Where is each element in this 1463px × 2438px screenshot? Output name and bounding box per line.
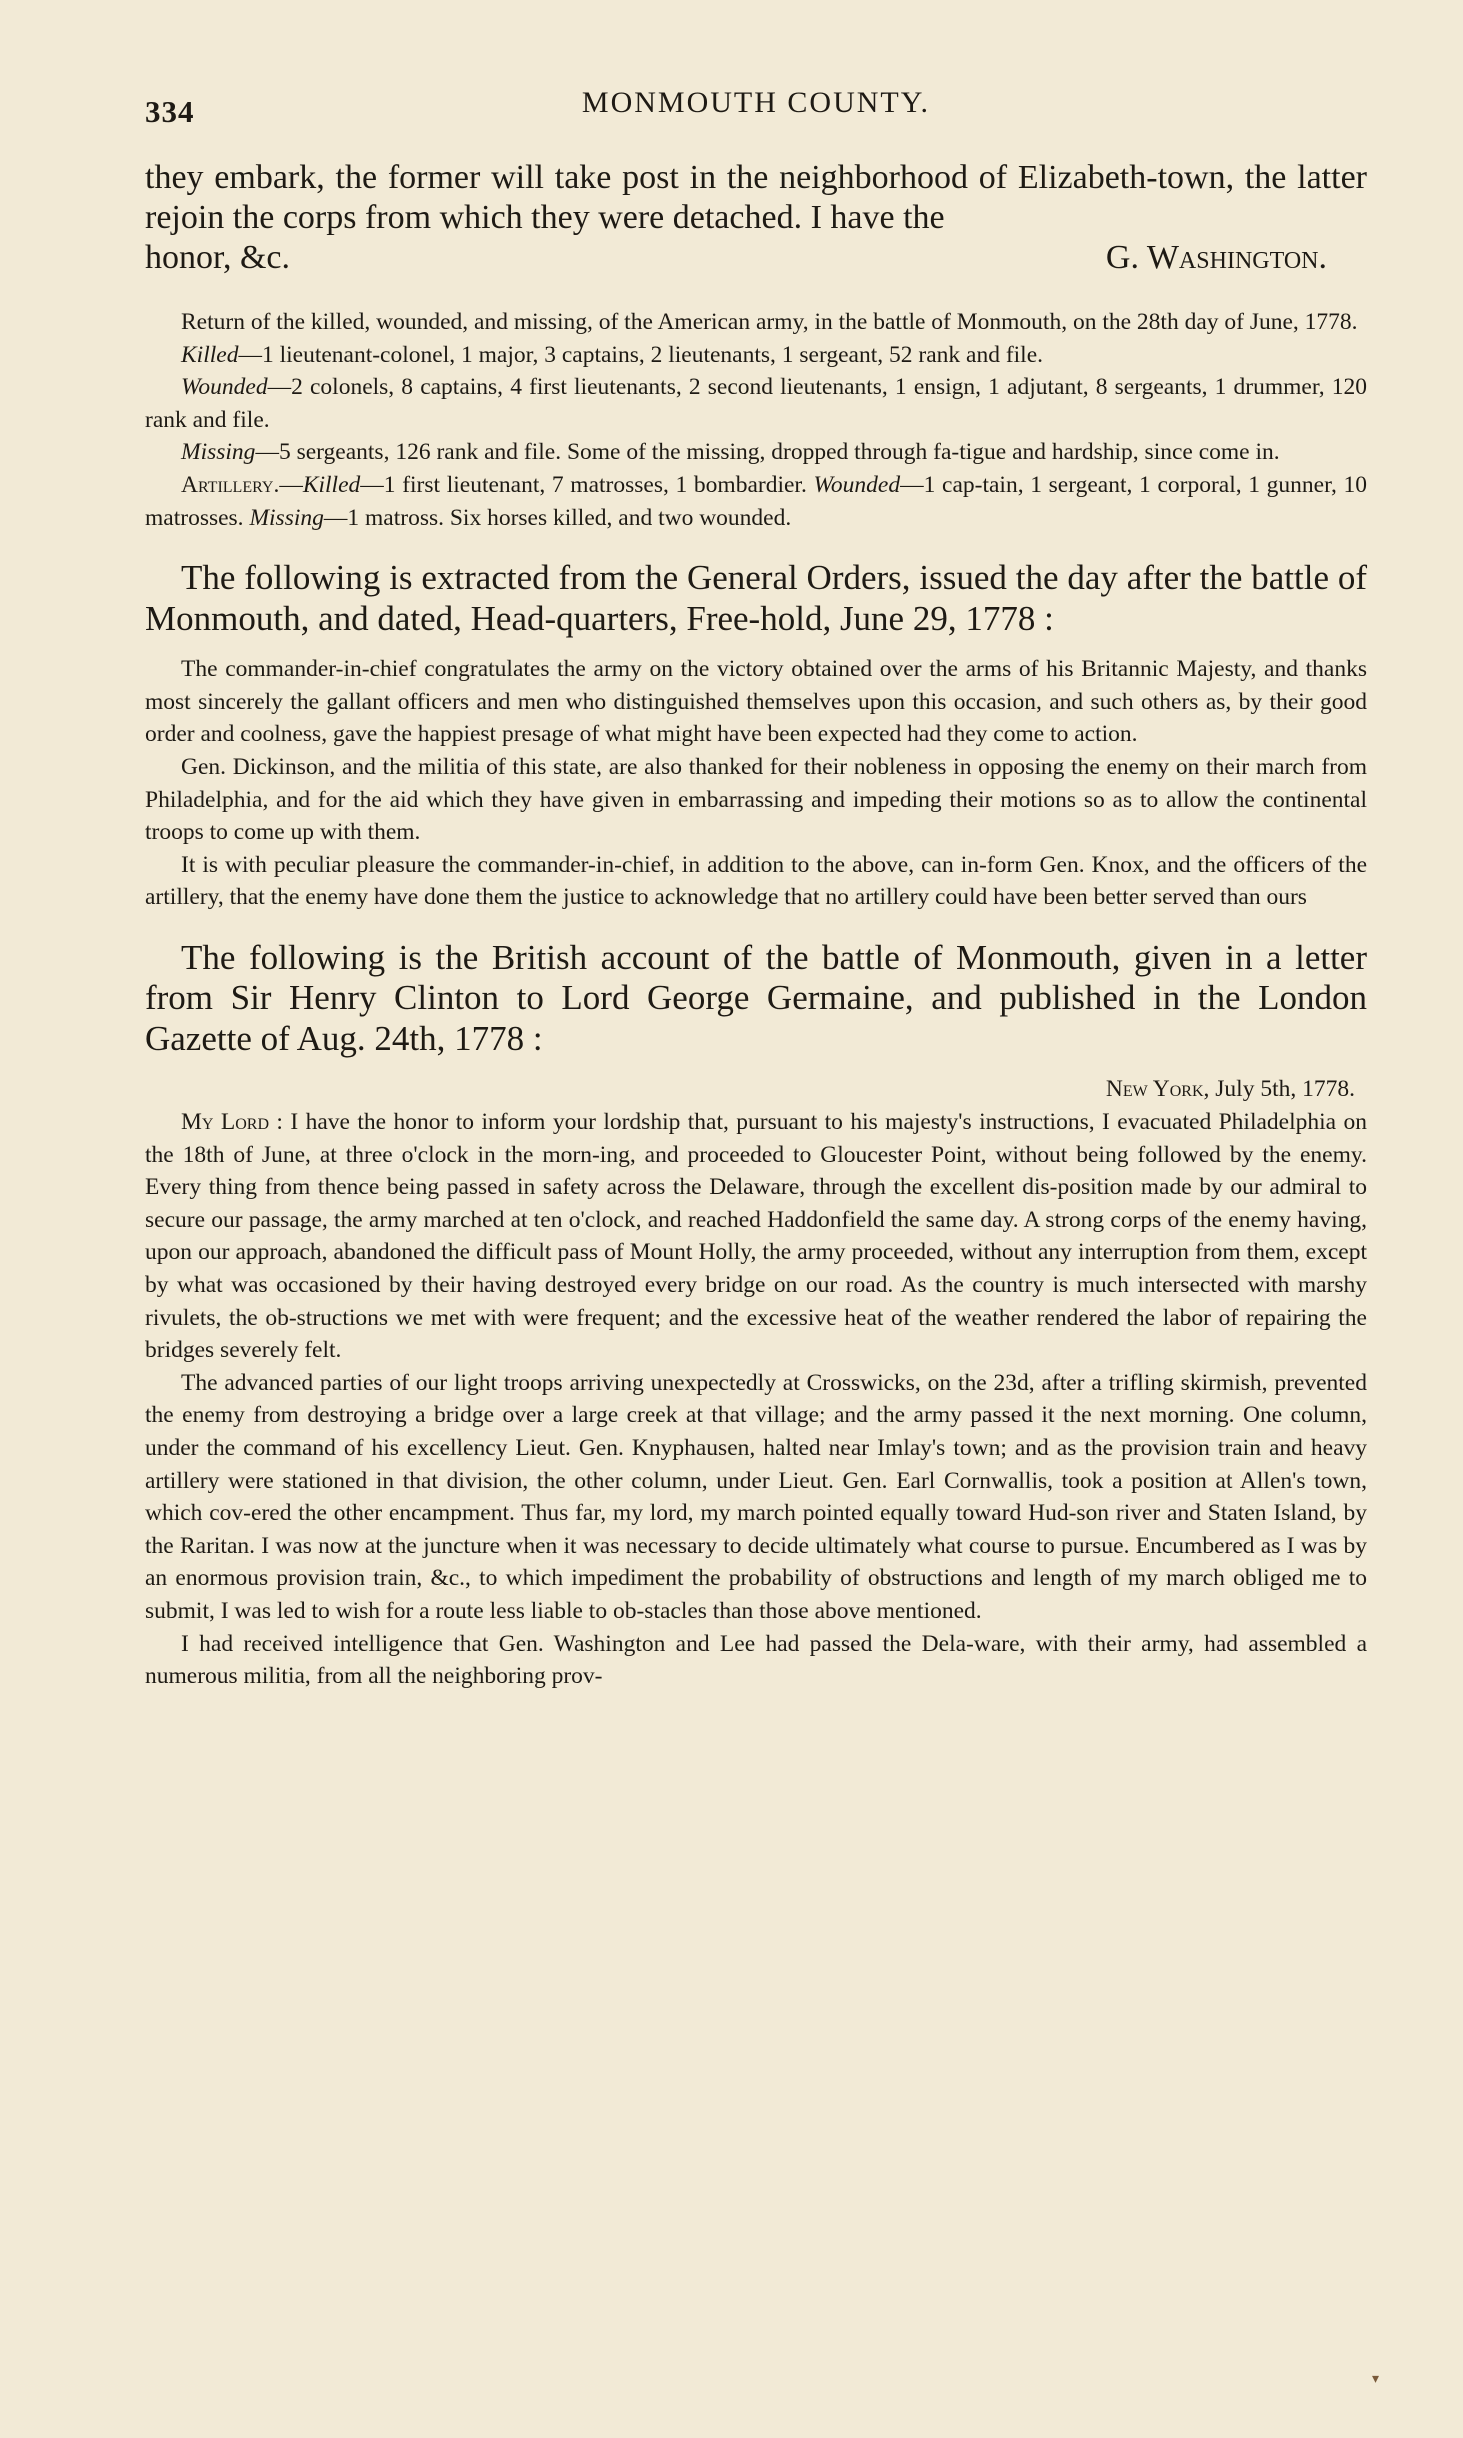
signature: G. Washington. (1105, 239, 1327, 276)
killed-label: Killed (181, 341, 239, 368)
letter-paragraph: I had received intelligence that Gen. Washington and Lee had passed the Dela-ware, with their army, had assembled a numerous militia, from all the neighboring prov- (145, 1630, 1367, 1690)
artillery-killed-label: Killed (302, 471, 361, 498)
wounded-label: Wounded (181, 374, 268, 401)
letter-salutation: My Lord : (181, 1109, 283, 1135)
opening-closing: honor, &c. (145, 239, 290, 276)
general-orders-paragraph: The commander-in-chief congratulates the army on the victory obtained over the arms of his Britannic Majesty, and thanks most sincerely the gallant officers and men who distinguished themselves upon this occasion, and such others as, by their good order and coolness, gave the happiest presage of what might have been expected had they come to action. (145, 656, 1367, 748)
return-artillery: Artillery.—Killed—1 first lieutenant, 7 matrosses, 1 bombardier. Wounded—1 cap-tain, 1 sergeant, 1 corporal, 1 gunner, 10 matrosses. Missing—1 matross. Six horses killed, and two wounded. (145, 471, 1368, 531)
letter-paragraph: The advanced parties of our light troops arriving unexpectedly at Crosswicks, on the 23d, after a trifling skirmish, prevented the enemy from destroying a bridge over a large creek at that village; and the army passed it the next morning. One column, under the command of his excellency Lieut. Gen. Knyphausen, halted near Imlay's town; and as the provision train and heavy artillery were stationed in that division, the other column, under Lieut. Gen. Earl Cornwallis, took a position at Allen's town, which cov-ered the other encampment. Thus far, my lord, my march pointed equally toward Hud-son river and Staten Island, by the Raritan. I was now at the juncture when it was necessary to decide ultimately what course to pursue. Encumbered as I was by an enormous provision train, &c., to which impediment the probability of obstructions and length of my march obliged me to submit, I was led to wish for a route less liable to ob-stacles than those above mentioned. (145, 1369, 1367, 1624)
return-missing (145, 436, 1367, 469)
page (145, 80, 1367, 1693)
letter-dateline (145, 1073, 1355, 1106)
general-orders-section (145, 558, 1367, 914)
dateline-place: New York, (1105, 1076, 1210, 1103)
wounded-text: —2 colonels, 8 captains, 4 first lieutenants, 2 second lieutenants, 1 ensign, 1 adjutant, 8 sergeants, 1 drummer, 120 rank and file. (145, 374, 1367, 433)
artillery-missing-label: Missing (249, 504, 324, 531)
artillery-missing-text: —1 matross. Six horses killed, and two wounded. (323, 504, 792, 531)
margin-mark: ▾ (1372, 2372, 1380, 2387)
missing-label: Missing (181, 439, 256, 466)
running-head: MONMOUTH COUNTY. (581, 86, 931, 119)
missing-text: —5 sergeants, 126 rank and file. Some of the missing, dropped through fa-tigue and hardship, since come in. (255, 439, 1280, 466)
opening-signature-line (145, 238, 1367, 278)
return-intro: Return of the killed, wounded, and missing, of the American army, in the battle of Monmouth, on the 28th day of June, 1778. (181, 309, 1358, 335)
killed-text: —1 lieutenant-colonel, 1 major, 3 captains, 2 lieutenants, 1 sergeant, 52 rank and file. (238, 341, 1044, 368)
letter-paragraph (145, 1106, 1367, 1367)
dateline-date: July 5th, 1778. (1215, 1076, 1355, 1103)
british-account-heading: The following is the British account of the battle of Monmouth, given in a letter from Sir Henry Clinton to Lord George Germaine, and published in the London Gazette of Aug. 24th, 1778 : (145, 937, 1367, 1058)
general-orders-paragraph: Gen. Dickinson, and the militia of this state, are also thanked for their nobleness in opposing the enemy on their march from Philadelphia, and for the aid which they have given in embarrassing and impeding their motions so as to allow the continental troops to come up with them. (145, 753, 1367, 846)
general-orders-paragraph: It is with peculiar pleasure the commander-in-chief, in addition to the above, can in-form Gen. Knox, and the officers of the artillery, that the enemy have done them the justice to acknowledge that no artillery could have been better served than ours (145, 851, 1367, 911)
return-killed (145, 339, 1367, 372)
british-account-section (145, 938, 1367, 1693)
artillery-label: Artillery. (181, 471, 280, 498)
artillery-wounded-label: Wounded (813, 471, 901, 498)
page-number: 334 (145, 94, 195, 129)
return-wounded (145, 371, 1367, 436)
page-header (145, 80, 1367, 130)
return-report (145, 306, 1367, 534)
artillery-wounded-text: —1 cap-tain, 1 sergeant, 1 corporal, 1 gunner, 10 matrosses. (145, 471, 1368, 531)
opening-text: they embark, the former will take post in the neighborhood of Elizabeth-town, the latter rejoin the corps from which they were detached. I have the (145, 159, 1367, 236)
letter-text: I have the honor to inform your lordship that, pursuant to his majesty's instructions, I evacuated Philadelphia on the 18th of June, at three o'clock in the morn-ing, and proceeded to Gloucester Point, without being followed by the enemy. Every thing from thence being passed in safety across the Delaware, through the excellent dis-position made by our admiral to secure our passage, the army marched at ten o'clock, and reached Haddonfield the same day. A strong corps of the enemy having, upon our approach, abandoned the difficult pass of Mount Holly, the army proceeded, without any interruption from them, except by what was occasioned by their having destroyed every bridge on our road. As the country is much intersected with marshy rivulets, the ob-structions we met with were frequent; and the excessive heat of the weather rendered the labor of repairing the bridges severely felt. (145, 1109, 1367, 1364)
artillery-killed-text: —1 first lieutenant, 7 matrosses, 1 bombardier. (360, 471, 807, 498)
general-orders-heading: The following is extracted from the General Orders, issued the day after the battle of Monmouth, and dated, Head-quarters, Free-hold, June 29, 1778 : (145, 558, 1367, 638)
